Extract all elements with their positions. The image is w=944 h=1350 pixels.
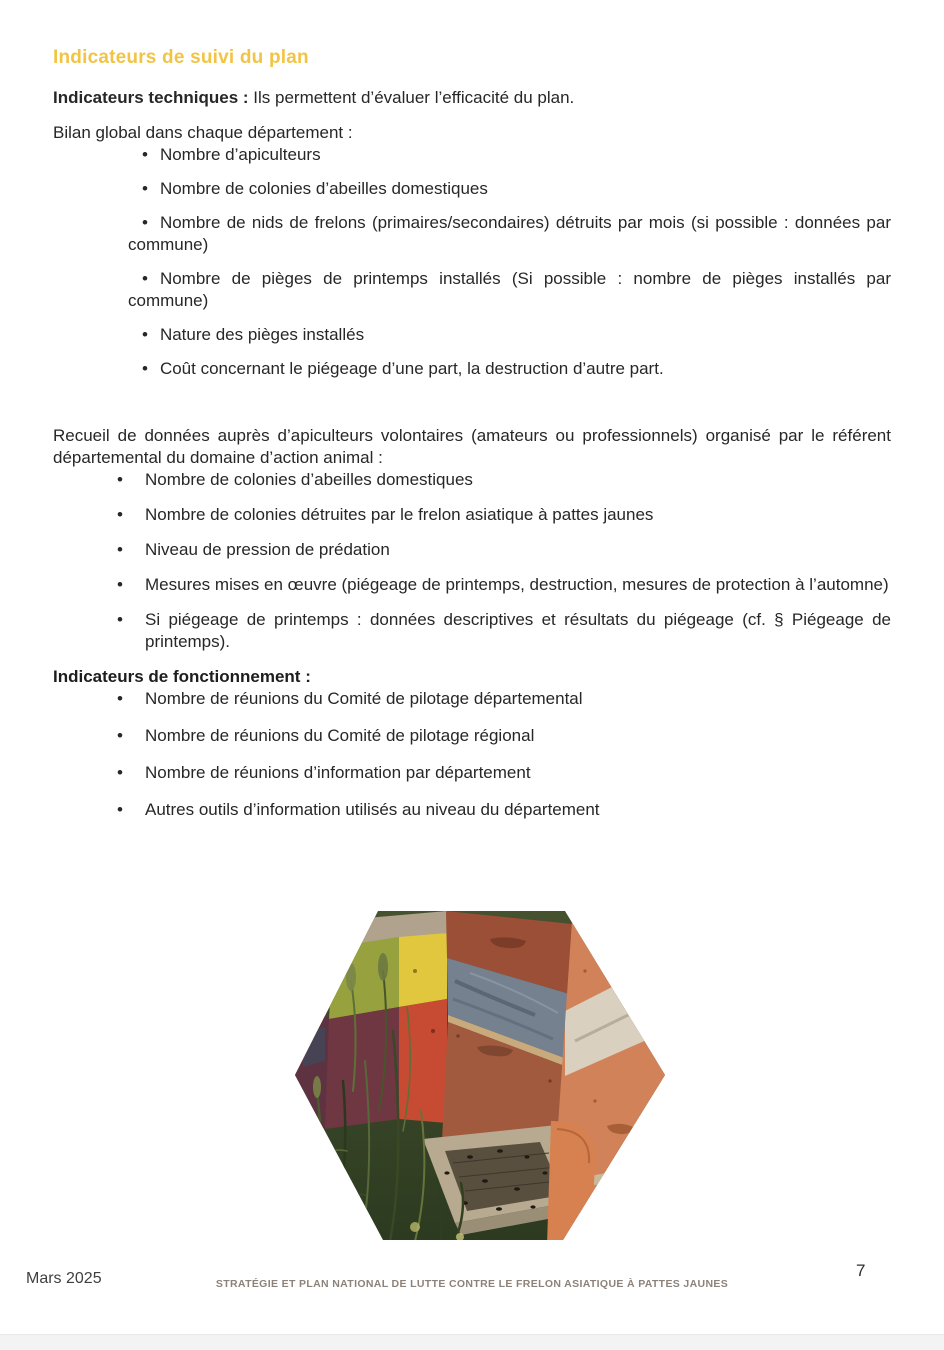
hexagon-beehive-photo [295, 911, 665, 1241]
list-item-text: Autres outils d’information utilisés au niveau du département [145, 800, 600, 819]
bullet-marker: • [142, 145, 148, 164]
list-item [128, 178, 891, 200]
list-item [128, 212, 891, 256]
section-heading-suivi: Indicateurs de suivi du plan [53, 47, 309, 68]
bullet-marker: • [117, 800, 123, 819]
bullet-list-fonctionnement [53, 688, 891, 821]
footer-date: Mars 2025 [26, 1270, 102, 1287]
list-item-text: Niveau de pression de prédation [145, 540, 390, 559]
list-item-text: Nombre de colonies d’abeilles domestiques [159, 179, 488, 198]
bottom-strip [0, 1334, 944, 1350]
list-item [117, 762, 891, 784]
bullet-marker: • [142, 213, 148, 232]
list-item-text: Nombre de réunions du Comité de pilotage départemental [145, 689, 583, 708]
bullet-marker: • [117, 540, 123, 559]
bullet-marker: • [117, 575, 123, 594]
list-item [128, 144, 891, 166]
list-item-text: Coût concernant le piégeage d’une part, la destruction d’autre part. [159, 359, 664, 378]
bullet-marker: • [142, 269, 148, 288]
paragraph-bilan-global: Bilan global dans chaque département : [53, 123, 353, 142]
bullet-list-bilan [53, 144, 891, 380]
list-item-text: Nombre de nids de frelons (primaires/secondaires) détruits par mois (si possible : données par commune) [128, 213, 891, 254]
bold-run-indicateurs-techniques: Indicateurs techniques : [53, 88, 249, 107]
list-item [117, 539, 891, 561]
list-item-text: Nombre d’apiculteurs [159, 145, 321, 164]
footer-page-number: 7 [856, 1261, 866, 1280]
list-item [117, 574, 891, 596]
bullet-marker: • [117, 726, 123, 745]
list-item [128, 324, 891, 346]
bullet-marker: • [117, 610, 123, 629]
list-item [117, 609, 891, 653]
paragraph-indicateurs-techniques [53, 87, 891, 109]
bullet-marker: • [117, 763, 123, 782]
beehive-photo-illustration [295, 911, 665, 1241]
list-item [117, 504, 891, 526]
list-item-text: Nombre de colonies détruites par le frelon asiatique à pattes jaunes [145, 505, 654, 524]
list-item-text: Nombre de réunions du Comité de pilotage régional [145, 726, 535, 745]
list-item-text: Nombre de réunions d’information par département [145, 763, 531, 782]
list-item [117, 725, 891, 747]
bullet-marker: • [117, 505, 123, 524]
bullet-list-recueil [53, 469, 891, 653]
text-run-intro: Ils permettent d’évaluer l’efficacité du plan. [248, 88, 575, 107]
section-heading-fonctionnement: Indicateurs de fonctionnement : [53, 667, 311, 686]
list-item-text: Mesures mises en œuvre (piégeage de printemps, destruction, mesures de protection à l’automne) [145, 575, 889, 594]
list-item [128, 358, 891, 380]
paragraph-recueil: Recueil de données auprès d’apiculteurs volontaires (amateurs ou professionnels) organisé par le référent départemental du domaine d’action animal : [53, 426, 891, 467]
list-item-text: Nombre de colonies d’abeilles domestiques [145, 470, 473, 489]
bullet-marker: • [142, 179, 148, 198]
footer-running-title: STRATÉGIE ET PLAN NATIONAL DE LUTTE CONTRE LE FRELON ASIATIQUE À PATTES JAUNES [215, 1278, 729, 1290]
list-item [128, 268, 891, 312]
bullet-marker: • [142, 359, 148, 378]
bullet-marker: • [117, 689, 123, 708]
list-item [117, 469, 891, 491]
list-item [117, 688, 891, 710]
list-item [117, 799, 891, 821]
list-item-text: Nombre de pièges de printemps installés (Si possible : nombre de pièges installés par commune) [128, 269, 891, 310]
bullet-marker: • [142, 325, 148, 344]
list-item-text: Nature des pièges installés [159, 325, 365, 344]
page-content [53, 0, 891, 836]
bullet-marker: • [117, 470, 123, 489]
list-item-text: Si piégeage de printemps : données descriptives et résultats du piégeage (cf. § Piégeage de printemps). [145, 610, 891, 651]
